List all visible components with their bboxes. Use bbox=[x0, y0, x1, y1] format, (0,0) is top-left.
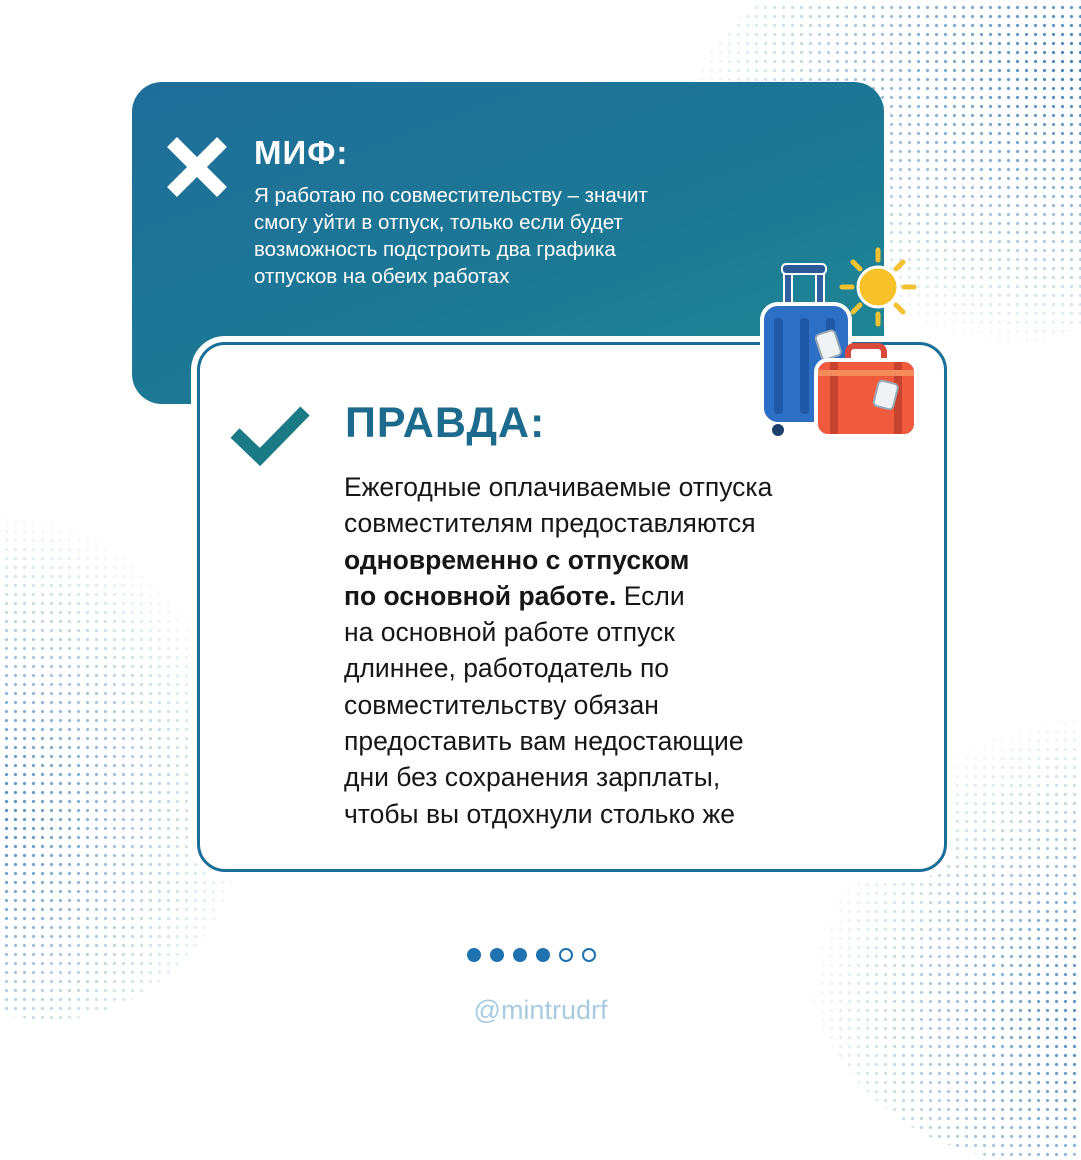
cross-icon bbox=[164, 134, 230, 200]
page-dot-empty[interactable] bbox=[559, 948, 573, 962]
truth-line: длиннее, работодатель по bbox=[344, 653, 670, 684]
myth-line: возможность подстроить два графика bbox=[254, 238, 616, 261]
truth-line-bold bbox=[344, 542, 924, 578]
truth-bold-text: одновременно с отпуском bbox=[344, 544, 690, 575]
truth-line: предоставить вам недостающие bbox=[344, 726, 744, 757]
truth-regular-text: Если bbox=[616, 580, 685, 611]
truth-line: чтобы вы отдохнули столько же bbox=[344, 798, 735, 829]
pagination-dots bbox=[467, 945, 617, 965]
myth-line: отпусков на обеих работах bbox=[254, 265, 510, 288]
page-dot-filled[interactable] bbox=[513, 948, 527, 962]
check-icon bbox=[230, 403, 310, 467]
truth-text bbox=[344, 469, 924, 832]
truth-line: Ежегодные оплачиваемые отпуска bbox=[344, 472, 773, 502]
truth-line-mixed bbox=[344, 578, 924, 614]
social-handle: @mintrudrf bbox=[473, 995, 608, 1025]
sun-icon bbox=[842, 250, 914, 324]
red-suitcase-icon bbox=[816, 346, 916, 436]
luggage-sun-icon bbox=[750, 244, 920, 444]
truth-line: совместительству обязан bbox=[344, 689, 659, 720]
truth-line: дни без сохранения зарплаты, bbox=[344, 762, 721, 793]
myth-title: МИФ: bbox=[254, 134, 349, 171]
page-dot-filled[interactable] bbox=[467, 948, 481, 962]
truth-line: совместителям предоставляются bbox=[344, 508, 756, 539]
myth-line: смогу уйти в отпуск, только если будет bbox=[254, 211, 623, 234]
myth-line: Я работаю по совместительству – значит bbox=[254, 184, 648, 207]
page-dot-filled[interactable] bbox=[536, 948, 550, 962]
truth-title: ПРАВДА: bbox=[345, 399, 546, 447]
truth-line: на основной работе отпуск bbox=[344, 617, 675, 648]
myth-text bbox=[254, 182, 814, 290]
truth-bold-text: по основной работе. bbox=[344, 580, 617, 611]
page-dot-filled[interactable] bbox=[490, 948, 504, 962]
page-dot-empty[interactable] bbox=[582, 948, 596, 962]
